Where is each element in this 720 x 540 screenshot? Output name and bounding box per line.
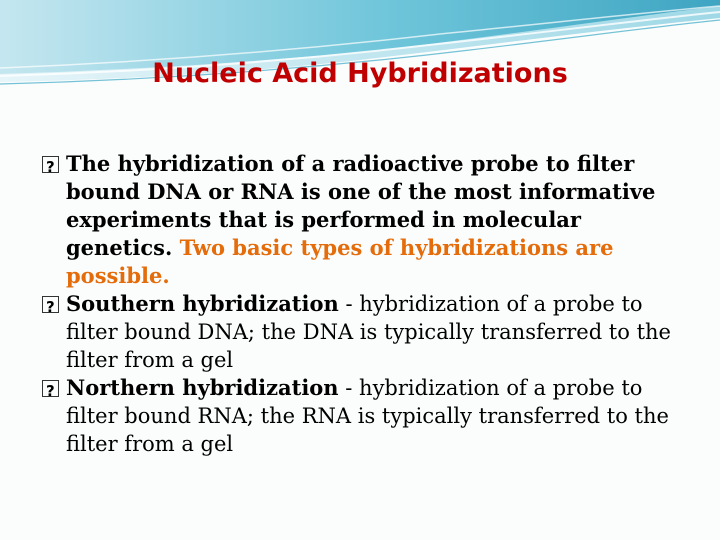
northern-definition: - hybridization of a probe to filter bound RNA; the RNA is typically transferred to the filter from a gel [66, 376, 669, 456]
paragraph-southern [38, 290, 688, 374]
paragraph-intro-text: The hybridization of a radioactive probe to filter bound DNA or RNA is one of the most informative experiments that is performed in molecular genetics. [66, 151, 656, 260]
replacement-character-icon [38, 150, 64, 178]
replacement-character-icon [38, 374, 64, 402]
paragraph-northern [38, 374, 688, 458]
slide-body [38, 150, 688, 458]
southern-definition: - hybridization of a probe to filter bound DNA; the DNA is typically transferred to the filter from a gel [66, 292, 671, 372]
slide-title: Nucleic Acid Hybridizations [152, 58, 568, 89]
paragraph-intro-highlight: Two basic types of hybridizations are possible. [66, 235, 614, 288]
paragraph-intro [38, 150, 688, 290]
southern-term: Southern hybridization [66, 291, 339, 316]
northern-term: Northern hybridization [66, 375, 339, 400]
replacement-character-icon [38, 290, 64, 318]
